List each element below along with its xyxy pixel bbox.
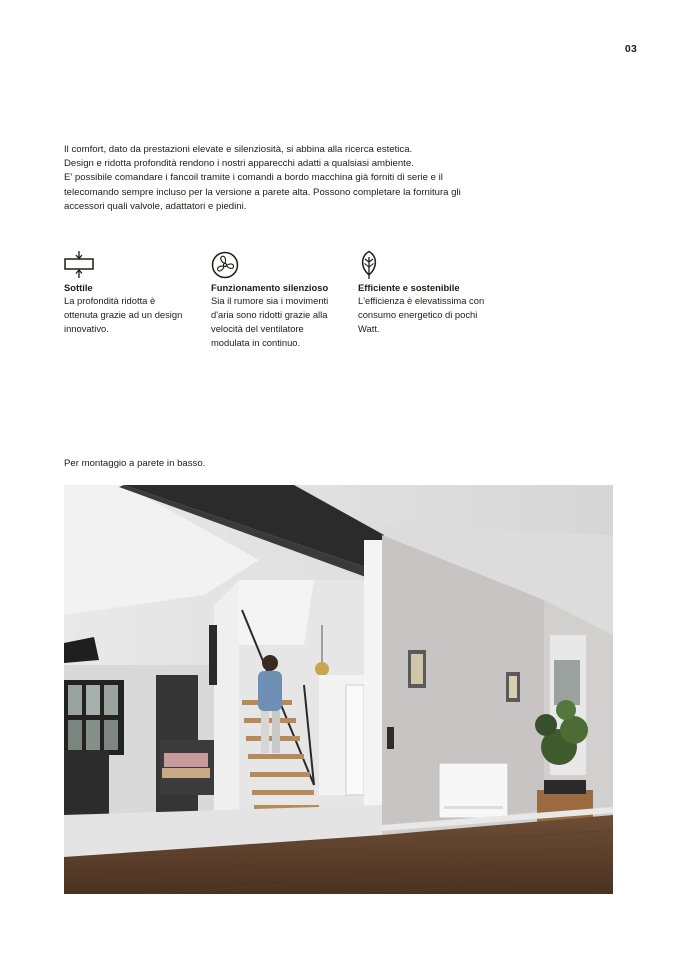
feature-title: Efficiente e sostenibile — [358, 282, 460, 293]
feature-description: Watt. — [358, 323, 380, 334]
page-number: 03 — [624, 43, 637, 55]
slim-depth-icon — [64, 250, 96, 280]
feature-title: Sottile — [64, 282, 93, 293]
intro-paragraph — [64, 143, 504, 214]
feature-description: ottenuta grazie ad un design — [64, 309, 183, 320]
intro-line: accessori quali valvole, adattatori e piedini. — [64, 200, 247, 212]
feature-title: Funzionamento silenzioso — [211, 282, 329, 293]
interior-photo — [64, 485, 613, 894]
fan-icon — [211, 250, 241, 280]
intro-line: E' possibile comandare i fancoil tramite i comandi a bordo macchina già forniti di serie e il — [64, 172, 443, 184]
feature-description: consumo energetico di pochi — [358, 309, 478, 320]
feature-efficient — [358, 250, 498, 336]
feature-description: L'efficienza è elevatissima con — [358, 295, 485, 306]
feature-silent — [211, 250, 351, 350]
feature-description: innovativo. — [64, 323, 109, 334]
intro-line: Il comfort, dato da prestazioni elevate e silenziosità, si abbina alla ricerca estetica. — [64, 144, 413, 155]
photo-caption: Per montaggio a parete in basso. — [64, 458, 206, 469]
feature-description: velocità del ventilatore — [211, 323, 304, 334]
feature-description: d'aria sono ridotti grazie alla — [211, 309, 328, 320]
intro-line: Design e ridotta profondità rendono i nostri apparecchi adatti a qualsiasi ambiente. — [64, 158, 414, 170]
feature-description: modulata in continuo. — [211, 337, 301, 348]
feature-description: La profondità ridotta è — [64, 295, 156, 306]
interior-illustration — [64, 485, 613, 894]
intro-line: telecomando sempre incluso per la versione a parete alta. Possono completare la fornitura gli — [64, 186, 461, 198]
leaf-icon — [358, 250, 382, 280]
feature-slim — [64, 250, 204, 336]
feature-description: Sia il rumore sia i movimenti — [211, 295, 329, 306]
